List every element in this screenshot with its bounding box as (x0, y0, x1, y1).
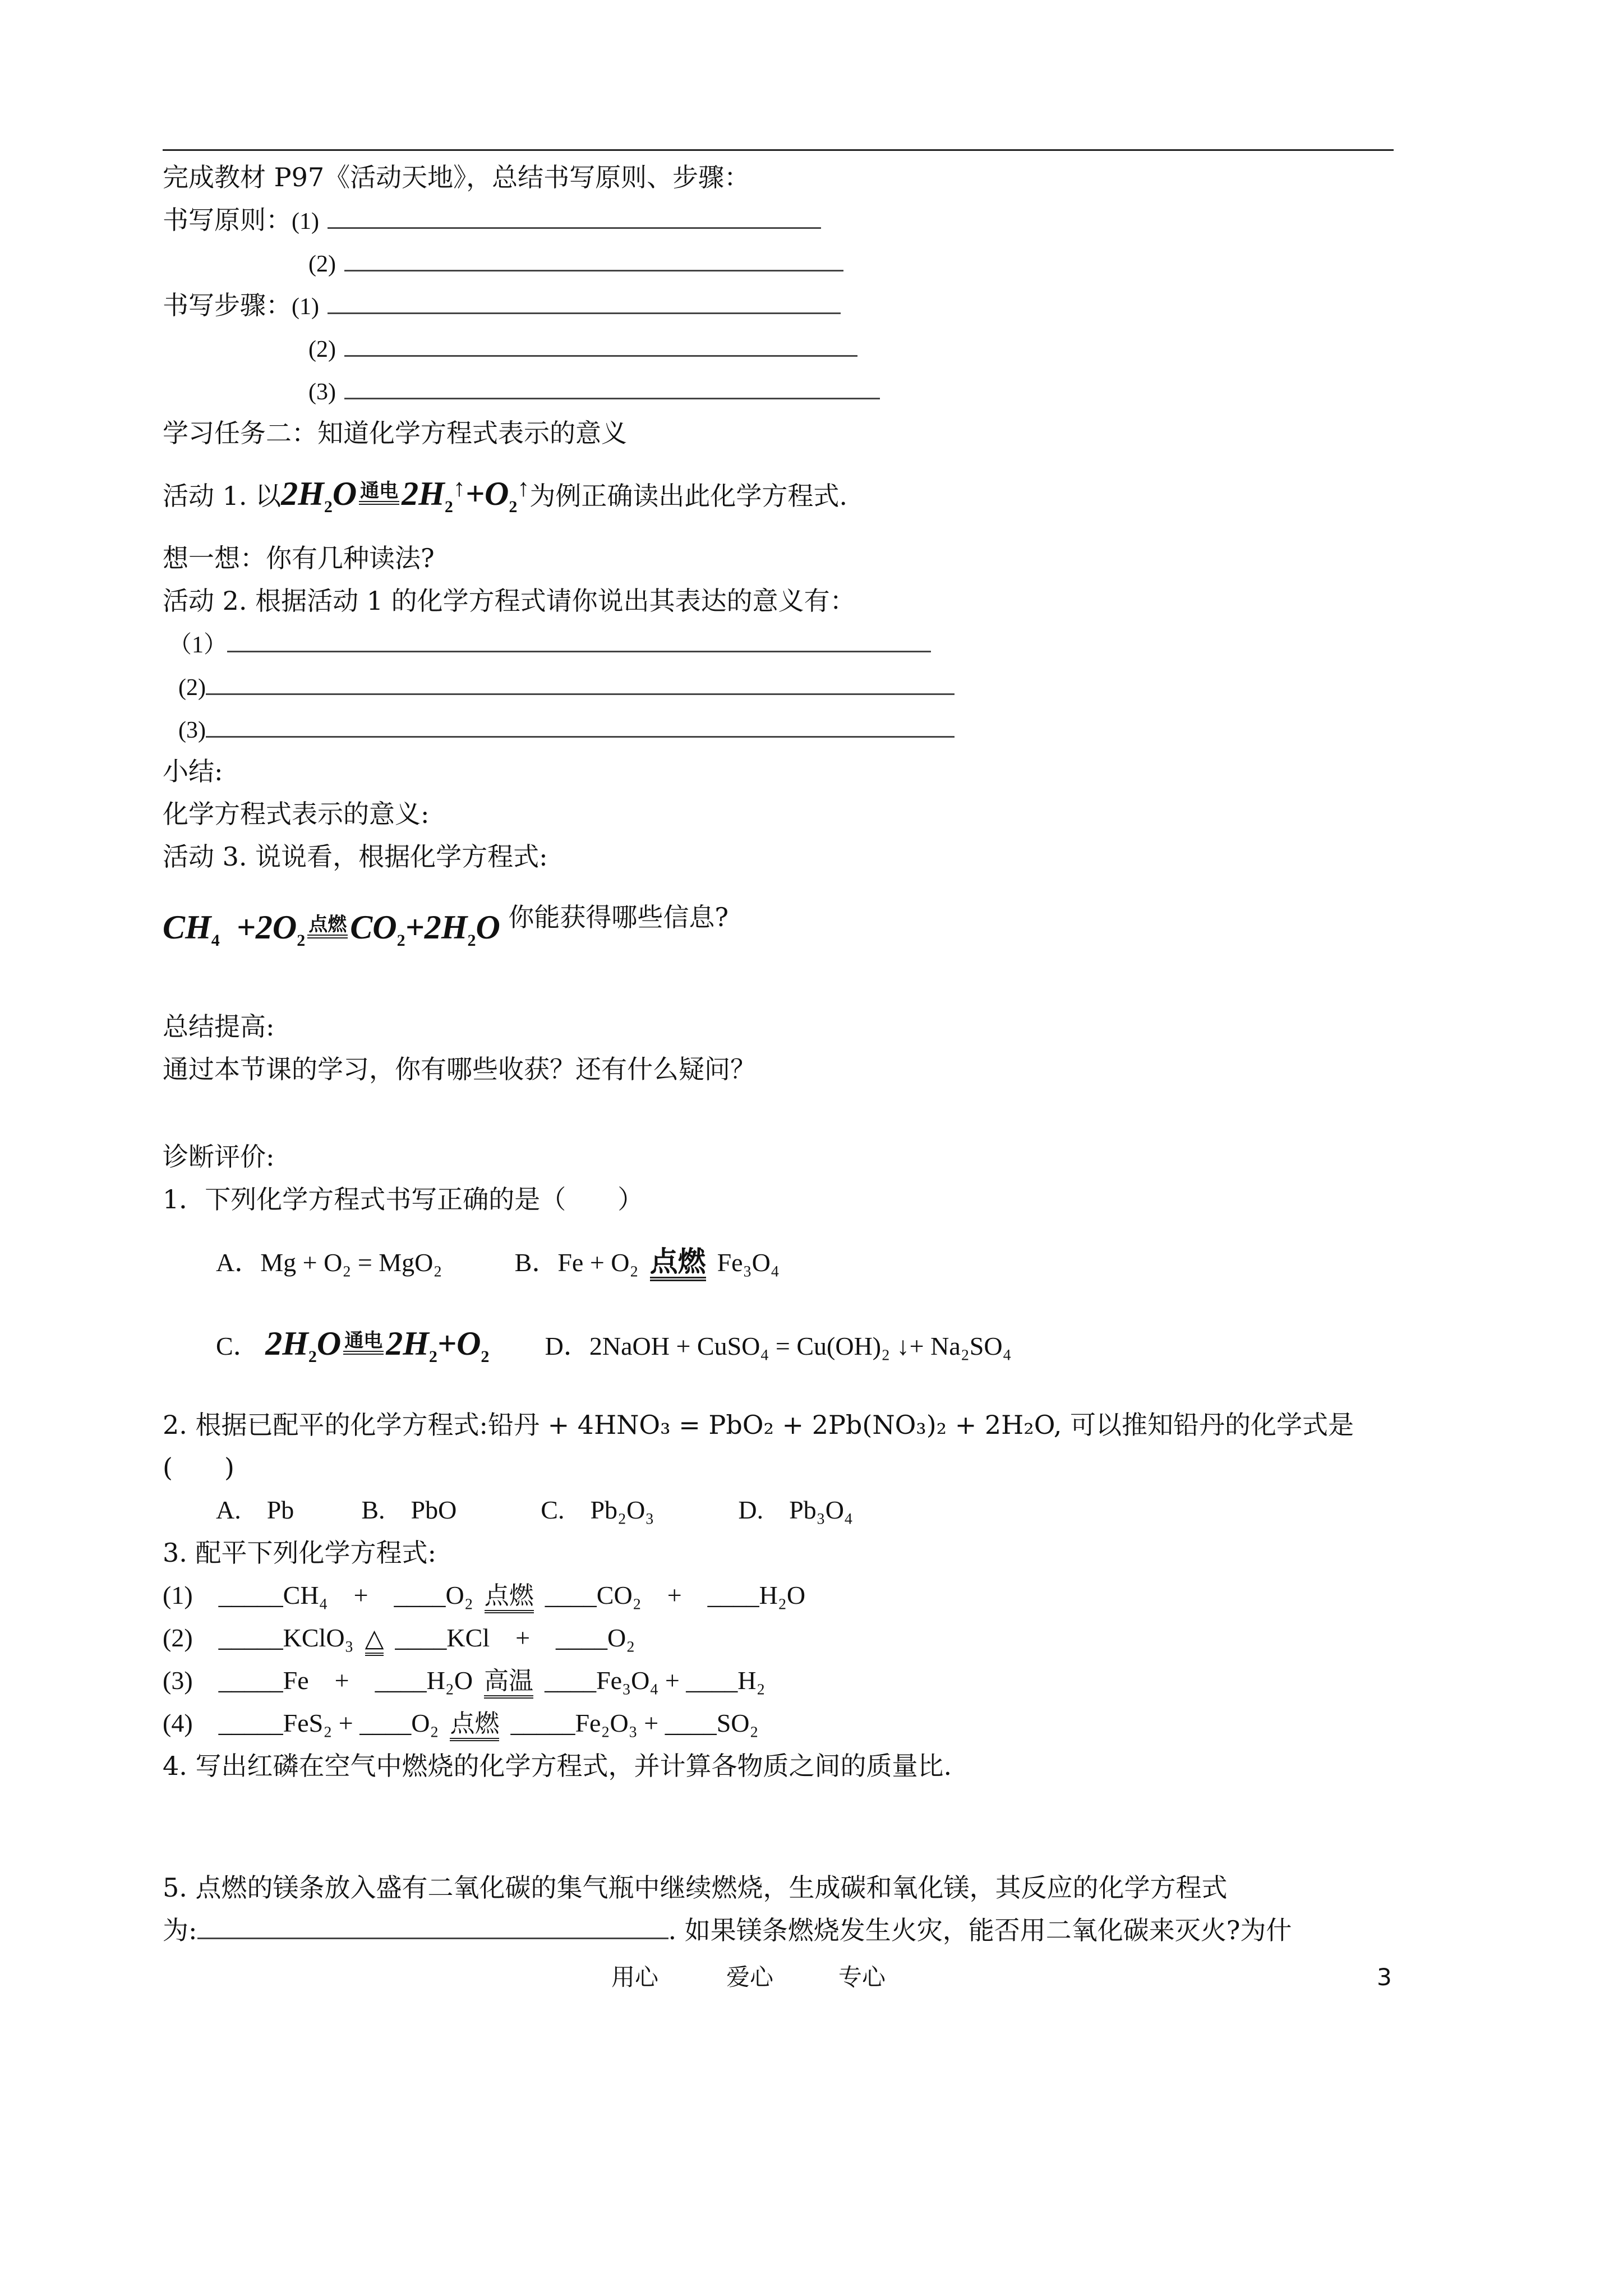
answer-blank[interactable] (328, 201, 821, 229)
option-a[interactable]: A．Mg + O₂ = MgO₂ (216, 1248, 442, 1277)
question-1: 1．下列化学方程式书写正确的是（ ） (163, 1184, 644, 1214)
option-b[interactable]: B. PbO (361, 1496, 457, 1524)
answer-blank[interactable] (344, 244, 843, 272)
answer-blank[interactable] (206, 710, 955, 738)
activity-3-line: 活动 3. 说说看，根据化学方程式: (163, 841, 548, 872)
q3-item-3: (3) _____Fe + ____H₂O 高温 ____Fe₃O₄ + ____H₂ (163, 1658, 766, 1703)
answer-blank[interactable] (344, 329, 857, 357)
question-2: 2. 根据已配平的化学方程式:铅丹 + 4HNO₃ = PbO₂ + 2Pb(NO₃)₂ + 2H₂O, 可以推知铅丹的化学式是 (163, 1410, 1354, 1440)
question-3: 3. 配平下列化学方程式: (163, 1538, 437, 1568)
footer-motto-2: 爱心 (726, 1963, 774, 1991)
q1-options-cd (216, 1313, 1012, 1374)
footer-motto-1: 用心 (611, 1963, 659, 1991)
answer-blank[interactable] (328, 287, 841, 314)
line-step-3: (3) (308, 368, 880, 413)
footer-motto-3: 专心 (838, 1963, 886, 1991)
task-two-heading: 学习任务二：知道化学方程式表示的意义 (163, 418, 627, 448)
meaning-1: （1） (168, 621, 931, 666)
line-activity-intro: 完成教材 P97《活动天地》，总结书写原则、步骤： (163, 162, 750, 192)
think-line: 想一想：你有几种读法? (163, 543, 435, 573)
meaning-3: (3) (178, 706, 955, 751)
methane-equation-line: $CH_4 +2O_2$点燃 $CO_2+2H_2O$ 你能获得哪些信息? (163, 902, 729, 950)
question-2-paren: ( ) (163, 1452, 234, 1483)
header-rule (163, 149, 1394, 151)
q3-item-2: (2) _____KClO₃ △ ____KCl + ____O₂ (163, 1616, 635, 1660)
line-step-1: 书写步骤：(1) (163, 283, 841, 328)
meaning-2: (2) (178, 664, 955, 708)
answer-blank[interactable] (227, 625, 931, 652)
equation-water-electrolysis: $2H_2O$ 通电 $2H_2^↑+O_2^↑$ (281, 474, 530, 516)
heat-triangle-icon: △ (365, 1625, 384, 1656)
activity-2-line: 活动 2. 根据活动 1 的化学方程式请你说出其表达的意义有： (163, 586, 856, 616)
meaning-label: 化学方程式表示的意义: (163, 799, 430, 829)
q3-item-4: (4) _____FeS₂ + ____O₂ 点燃 _____Fe₂O₃ + ____SO₂ (163, 1701, 759, 1746)
conclude-heading: 总结提高: (163, 1011, 275, 1042)
q2-options (216, 1488, 853, 1533)
line-step-2: (2) (308, 325, 857, 370)
answer-blank[interactable] (206, 668, 955, 695)
option-c[interactable]: C． $2H_2O$ 通电 $2H_2+O_2$ (216, 1325, 490, 1366)
question-4: 4. 写出红磷在空气中燃烧的化学方程式，并计算各物质之间的质量比. (163, 1751, 952, 1781)
line-principle-2: (2) (308, 240, 843, 285)
option-d[interactable]: D．2NaOH + CuSO₄ = Cu(OH)₂ ↓+ Na₂SO₄ (545, 1332, 1012, 1360)
question-5-line-1: 5. 点燃的镁条放入盛有二氧化碳的集气瓶中继续燃烧，生成碳和氧化镁，其反应的化学方程式 (163, 1872, 1228, 1903)
page-number: 3 (1377, 1963, 1392, 1991)
option-a[interactable]: A. Pb (216, 1496, 294, 1524)
q1-options-ab (216, 1234, 780, 1290)
line-principle-1: 书写原则：(1) (163, 197, 821, 242)
q3-item-1: (1) _____CH₄ + ____O₂ 点燃 ____CO₂ + ____H₂O (163, 1573, 805, 1618)
diagnosis-heading: 诊断评价: (163, 1142, 275, 1172)
gas-arrow-icon: ↑ (517, 474, 530, 501)
activity-1-line: 活动 1. 以$2H_2O$ 通电 $2H_2^↑+O_2^↑$为例正确读出此化学方程式. (163, 474, 847, 516)
option-c[interactable]: C. Pb₂O₃ (541, 1496, 654, 1524)
answer-blank[interactable] (344, 372, 880, 399)
answer-blank[interactable] (197, 1912, 668, 1939)
option-b[interactable]: B．Fe + O₂ 点燃 Fe₃O₄ (515, 1248, 780, 1277)
equation-methane-combustion: $CH_4 +2O_2$点燃 $CO_2+2H_2O$ (163, 909, 500, 950)
question-5-line-2: 为: . 如果镁条燃烧发生火灾，能否用二氧化碳来灭火?为什 (163, 1908, 1292, 1953)
conclude-question: 通过本节课的学习，你有哪些收获？还有什么疑问？ (163, 1054, 756, 1084)
option-d[interactable]: D. Pb₃O₄ (738, 1496, 853, 1524)
gas-arrow-icon: ↑ (453, 474, 465, 501)
summary-label: 小结: (163, 756, 223, 786)
